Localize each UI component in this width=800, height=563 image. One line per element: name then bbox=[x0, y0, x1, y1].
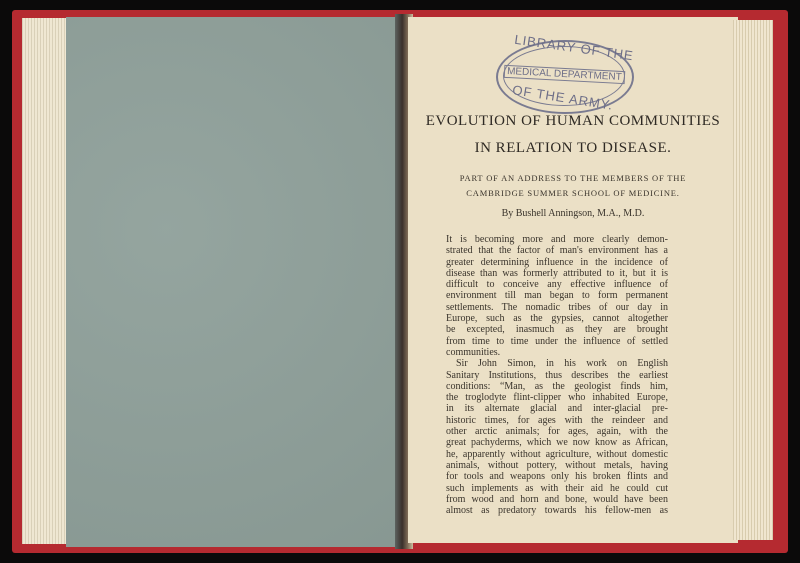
subtitle-line-1: PART OF AN ADDRESS TO THE MEMBERS OF THE bbox=[459, 173, 687, 183]
paragraph-1 bbox=[446, 234, 668, 358]
text-line: environment till man began to form permanent bbox=[446, 290, 668, 302]
text-line: animals, without pottery, without metals, having bbox=[446, 459, 668, 471]
stamp-middle-text: MEDICAL DEPARTMENT bbox=[504, 65, 625, 84]
text-line: Europe, such as the gypsies, cannot altogether bbox=[446, 313, 668, 325]
text-line: difficult to conceive any effective influence of bbox=[446, 279, 668, 291]
text-line: he, apparently without agriculture, without domestic bbox=[446, 448, 668, 460]
text-line: Sir John Simon, in his work on English bbox=[456, 358, 668, 370]
text-line: other arctic animals; for ages, again, with the bbox=[446, 426, 668, 438]
text-line: for tools and weapons only his broken flints and bbox=[446, 471, 668, 483]
stamp-top-text: LIBRARY OF THE bbox=[513, 31, 635, 64]
text-line: It is becoming more and more clearly demon- bbox=[446, 234, 668, 245]
subtitle-line-2: CAMBRIDGE SUMMER SCHOOL OF MEDICINE. bbox=[466, 188, 680, 198]
text-line: from time to time under the influence of settled bbox=[446, 335, 668, 347]
text-line: disease than was formerly attributed to it, but it is bbox=[446, 267, 668, 279]
left-page-edges bbox=[22, 18, 72, 544]
text-line: such implements as with their aid he could cut bbox=[446, 482, 668, 494]
text-line: great pachyderms, which we now know as African, bbox=[446, 437, 668, 449]
text-line: be excepted, inasmuch as they are brought bbox=[446, 324, 668, 336]
title-line-1: EVOLUTION OF HUMAN COMMUNITIES bbox=[425, 113, 721, 129]
paragraph-2 bbox=[446, 358, 668, 516]
title-line-2: IN RELATION TO DISEASE. bbox=[474, 140, 672, 156]
text-line: greater determining influence in the incidence of bbox=[446, 256, 668, 268]
text-line: in its alternate glacial and inter-glacial pre- bbox=[446, 403, 668, 415]
text-line: Sanitary Institutions, thus describes the earliest bbox=[446, 369, 668, 381]
text-line: almost as predatory towards his fellow-men as bbox=[446, 505, 668, 517]
text-line: conditions: “Man, as the geologist finds him, bbox=[446, 380, 668, 392]
text-line: settlements. The nomadic tribes of our day in bbox=[446, 301, 668, 313]
author-byline: By Bushell Anningson, M.A., M.D. bbox=[501, 208, 645, 219]
right-page-edges bbox=[733, 20, 773, 540]
text-line: from wood and horn and bone, would have been bbox=[446, 493, 668, 505]
left-page-blank bbox=[66, 17, 400, 547]
library-stamp bbox=[496, 31, 635, 114]
article-body bbox=[446, 234, 668, 516]
stamp-bottom-text: OF THE ARMY. bbox=[511, 82, 615, 113]
text-line: strated that the factor of man's environment has a bbox=[446, 245, 668, 257]
text-line: historic times, for ages with the reindeer and bbox=[446, 414, 668, 426]
text-line: the troglodyte flint-clipper who inhabited Europe, bbox=[446, 392, 668, 404]
text-line: communities. bbox=[446, 346, 501, 358]
